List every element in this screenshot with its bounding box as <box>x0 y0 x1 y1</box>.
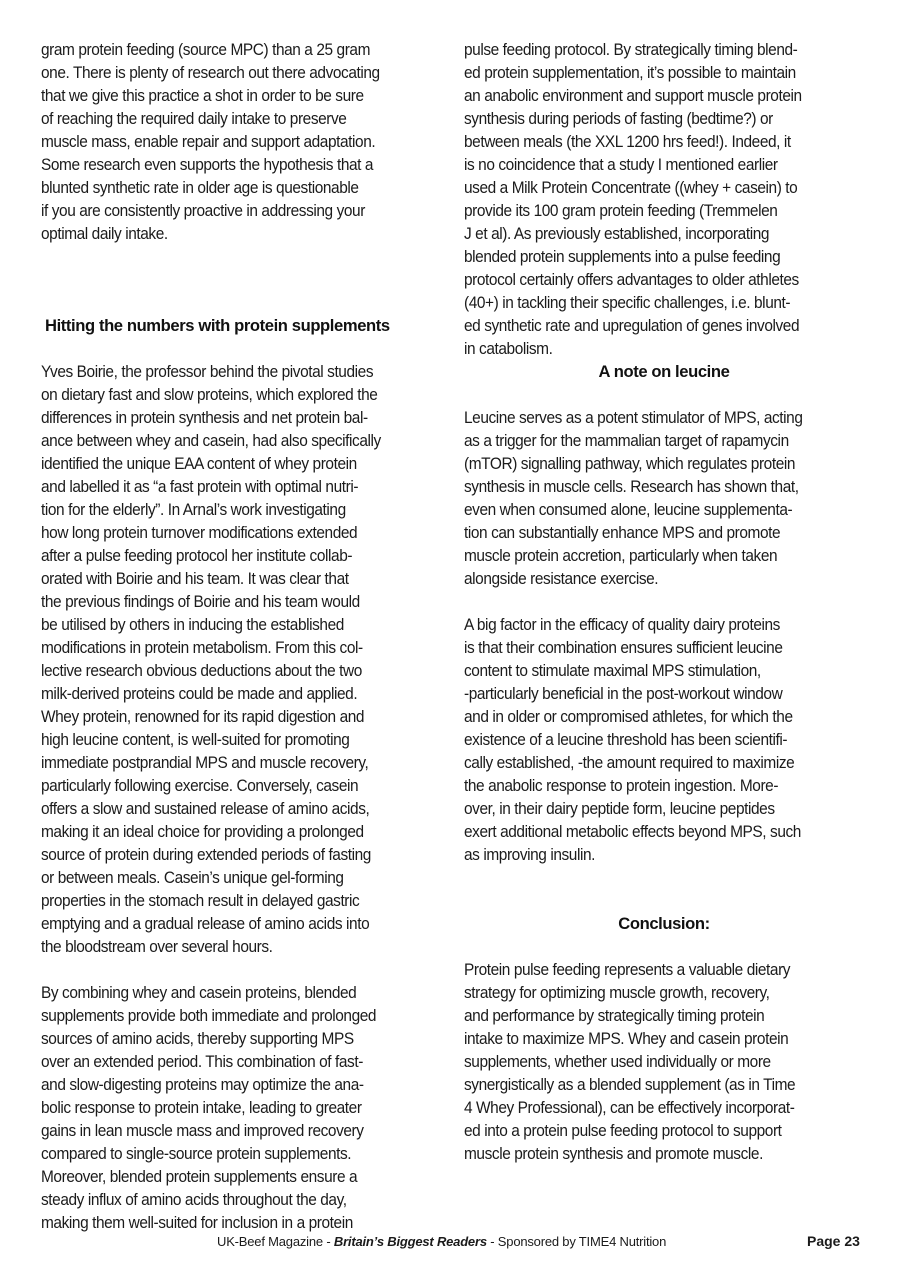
text-line: synthesis during periods of fasting (bedtime?) or <box>464 109 773 128</box>
text-line: ed protein supplementation, it’s possible to maintain <box>464 63 796 82</box>
text-line: blended protein supplements into a pulse feeding <box>464 247 781 266</box>
text-line: supplements provide both immediate and prolonged <box>41 1006 377 1025</box>
text-line: Yves Boirie, the professor behind the pivotal studies <box>41 362 374 381</box>
text-line: compared to single-source protein supplements. <box>41 1144 352 1163</box>
text-line: differences in protein synthesis and net protein bal- <box>41 408 368 427</box>
text-line: the bloodstream over several hours. <box>41 937 273 956</box>
text-line: orated with Boirie and his team. It was clear that <box>41 569 349 588</box>
text-line: synthesis in muscle cells. Research has shown that, <box>464 477 799 496</box>
text-line: 4 Whey Professional), can be effectively incorporat- <box>464 1098 795 1117</box>
text-line: muscle protein synthesis and promote muscle. <box>464 1144 763 1163</box>
spacer <box>464 889 864 912</box>
footer-sponsor: - Sponsored by TIME4 Nutrition <box>486 1234 667 1249</box>
text-line: identified the unique EAA content of whey protein <box>41 454 357 473</box>
text-line: an anabolic environment and support muscle protein <box>464 86 802 105</box>
text-line: and in older or compromised athletes, for which the <box>464 707 793 726</box>
text-line: Whey protein, renowned for its rapid digestion and <box>41 707 365 726</box>
text-line: Leucine serves as a potent stimulator of MPS, acting <box>464 408 803 427</box>
text-line: is that their combination ensures sufficient leucine <box>464 638 783 657</box>
text-line: A big factor in the efficacy of quality dairy proteins <box>464 615 780 634</box>
text-line: strategy for optimizing muscle growth, recovery, <box>464 983 770 1002</box>
text-line: content to stimulate maximal MPS stimulation, <box>464 661 761 680</box>
text-line: offers a slow and sustained release of amino acids, <box>41 799 370 818</box>
text-line: protocol certainly offers advantages to older athletes <box>464 270 799 289</box>
text-line: modifications in protein metabolism. From this col- <box>41 638 363 657</box>
paragraph-blended <box>41 981 441 1234</box>
text-line: high leucine content, is well-suited for promoting <box>41 730 350 749</box>
spacer <box>464 383 864 406</box>
text-line: of reaching the required daily intake to preserve <box>41 109 347 128</box>
spacer <box>41 291 441 314</box>
text-line: muscle protein accretion, particularly when taken <box>464 546 778 565</box>
text-line: ance between whey and casein, had also specifically <box>41 431 381 450</box>
text-line: cally established, -the amount required to maximize <box>464 753 795 772</box>
paragraph-conclusion <box>464 958 864 1165</box>
text-line: particularly following exercise. Conversely, casein <box>41 776 359 795</box>
text-line: supplements, whether used individually or more <box>464 1052 771 1071</box>
page-number: Page 23 <box>807 1233 860 1249</box>
paragraph-dairy-proteins <box>464 613 864 866</box>
text-line: over an extended period. This combination of fast- <box>41 1052 363 1071</box>
text-line: even when consumed alone, leucine supplementa- <box>464 500 793 519</box>
text-line: muscle mass, enable repair and support adaptation. <box>41 132 376 151</box>
text-line: and performance by strategically timing protein <box>464 1006 765 1025</box>
footer-tagline: Britain’s Biggest Readers <box>333 1234 487 1249</box>
text-line: ed into a protein pulse feeding protocol to support <box>464 1121 782 1140</box>
text-line: the anabolic response to protein ingestion. More- <box>464 776 779 795</box>
text-line: and slow-digesting proteins may optimize the ana- <box>41 1075 364 1094</box>
text-line: Some research even supports the hypothesis that a <box>41 155 374 174</box>
text-line: as improving insulin. <box>464 845 596 864</box>
text-line: existence of a leucine threshold has been scientifi- <box>464 730 788 749</box>
text-line: Moreover, blended protein supplements ensure a <box>41 1167 358 1186</box>
text-line: sources of amino acids, thereby supporting MPS <box>41 1029 354 1048</box>
text-line: after a pulse feeding protocol her institute collab- <box>41 546 353 565</box>
text-line: optimal daily intake. <box>41 224 168 243</box>
text-line: tion for the elderly”. In Arnal’s work investigating <box>41 500 346 519</box>
text-line: immediate postprandial MPS and muscle recovery, <box>41 753 369 772</box>
text-line: properties in the stomach result in delayed gastric <box>41 891 360 910</box>
text-line: over, in their dairy peptide form, leucine peptides <box>464 799 775 818</box>
text-line: as a trigger for the mammalian target of rapamycin <box>464 431 789 450</box>
right-column <box>464 38 864 1165</box>
text-line: or between meals. Casein’s unique gel-forming <box>41 868 344 887</box>
text-line: provide its 100 gram protein feeding (Tremmelen <box>464 201 778 220</box>
text-line: By combining whey and casein proteins, blended <box>41 983 357 1002</box>
section-heading-conclusion: Conclusion: <box>618 914 710 933</box>
paragraph-intro <box>41 38 441 245</box>
section-heading-leucine: A note on leucine <box>598 362 730 381</box>
paragraph-pulse-feeding <box>464 38 864 360</box>
text-line: (40+) in tackling their specific challenges, i.e. blunt- <box>464 293 791 312</box>
spacer <box>41 958 441 981</box>
spacer <box>464 935 864 958</box>
text-line: one. There is plenty of research out there advocating <box>41 63 380 82</box>
spacer <box>464 590 864 613</box>
text-line: ed synthetic rate and upregulation of genes involved <box>464 316 800 335</box>
text-line: emptying and a gradual release of amino acids into <box>41 914 370 933</box>
paragraph-leucine <box>464 406 864 590</box>
text-line: (mTOR) signalling pathway, which regulates protein <box>464 454 796 473</box>
text-line: synergistically as a blended supplement (as in Time <box>464 1075 796 1094</box>
text-line: used a Milk Protein Concentrate ((whey + casein) to <box>464 178 798 197</box>
text-line: and labelled it as “a fast protein with optimal nutri- <box>41 477 359 496</box>
text-line: intake to maximize MPS. Whey and casein protein <box>464 1029 789 1048</box>
text-line: gains in lean muscle mass and improved recovery <box>41 1121 364 1140</box>
text-line: on dietary fast and slow proteins, which explored the <box>41 385 378 404</box>
text-line: bolic response to protein intake, leading to greater <box>41 1098 362 1117</box>
text-line: milk-derived proteins could be made and applied. <box>41 684 358 703</box>
left-column <box>41 38 441 1234</box>
text-line: if you are consistently proactive in addressing your <box>41 201 365 220</box>
text-line: is no coincidence that a study I mentioned earlier <box>464 155 778 174</box>
text-line: alongside resistance exercise. <box>464 569 659 588</box>
text-line: -particularly beneficial in the post-workout window <box>464 684 783 703</box>
footer-magazine: UK-Beef Magazine - <box>217 1234 334 1249</box>
text-line: lective research obvious deductions about the two <box>41 661 362 680</box>
page-footer <box>0 1231 905 1253</box>
text-line: making it an ideal choice for providing a prolonged <box>41 822 364 841</box>
text-line: that we give this practice a shot in order to be sure <box>41 86 364 105</box>
text-line: J et al). As previously established, incorporating <box>464 224 770 243</box>
footer-credit <box>217 1234 666 1249</box>
text-line: how long protein turnover modifications extended <box>41 523 358 542</box>
text-line: steady influx of amino acids throughout the day, <box>41 1190 347 1209</box>
text-line: gram protein feeding (source MPC) than a 25 gram <box>41 40 371 59</box>
text-line: in catabolism. <box>464 339 553 358</box>
text-line: be utilised by others in inducing the established <box>41 615 344 634</box>
paragraph-boirie <box>41 360 441 958</box>
text-line: Protein pulse feeding represents a valuable dietary <box>464 960 791 979</box>
text-line: blunted synthetic rate in older age is questionable <box>41 178 359 197</box>
section-heading-protein-supplements: Hitting the numbers with protein supplements <box>45 316 390 335</box>
spacer <box>464 866 864 889</box>
text-line: pulse feeding protocol. By strategically timing blend- <box>464 40 798 59</box>
text-line: between meals (the XXL 1200 hrs feed!). Indeed, it <box>464 132 791 151</box>
text-line: making them well-suited for inclusion in a protein <box>41 1213 353 1232</box>
text-line: source of protein during extended periods of fasting <box>41 845 371 864</box>
text-line: exert additional metabolic effects beyond MPS, such <box>464 822 801 841</box>
spacer <box>41 337 441 360</box>
spacer <box>41 268 441 291</box>
text-line: tion can substantially enhance MPS and promote <box>464 523 781 542</box>
spacer <box>41 245 441 268</box>
text-line: the previous findings of Boirie and his team would <box>41 592 360 611</box>
